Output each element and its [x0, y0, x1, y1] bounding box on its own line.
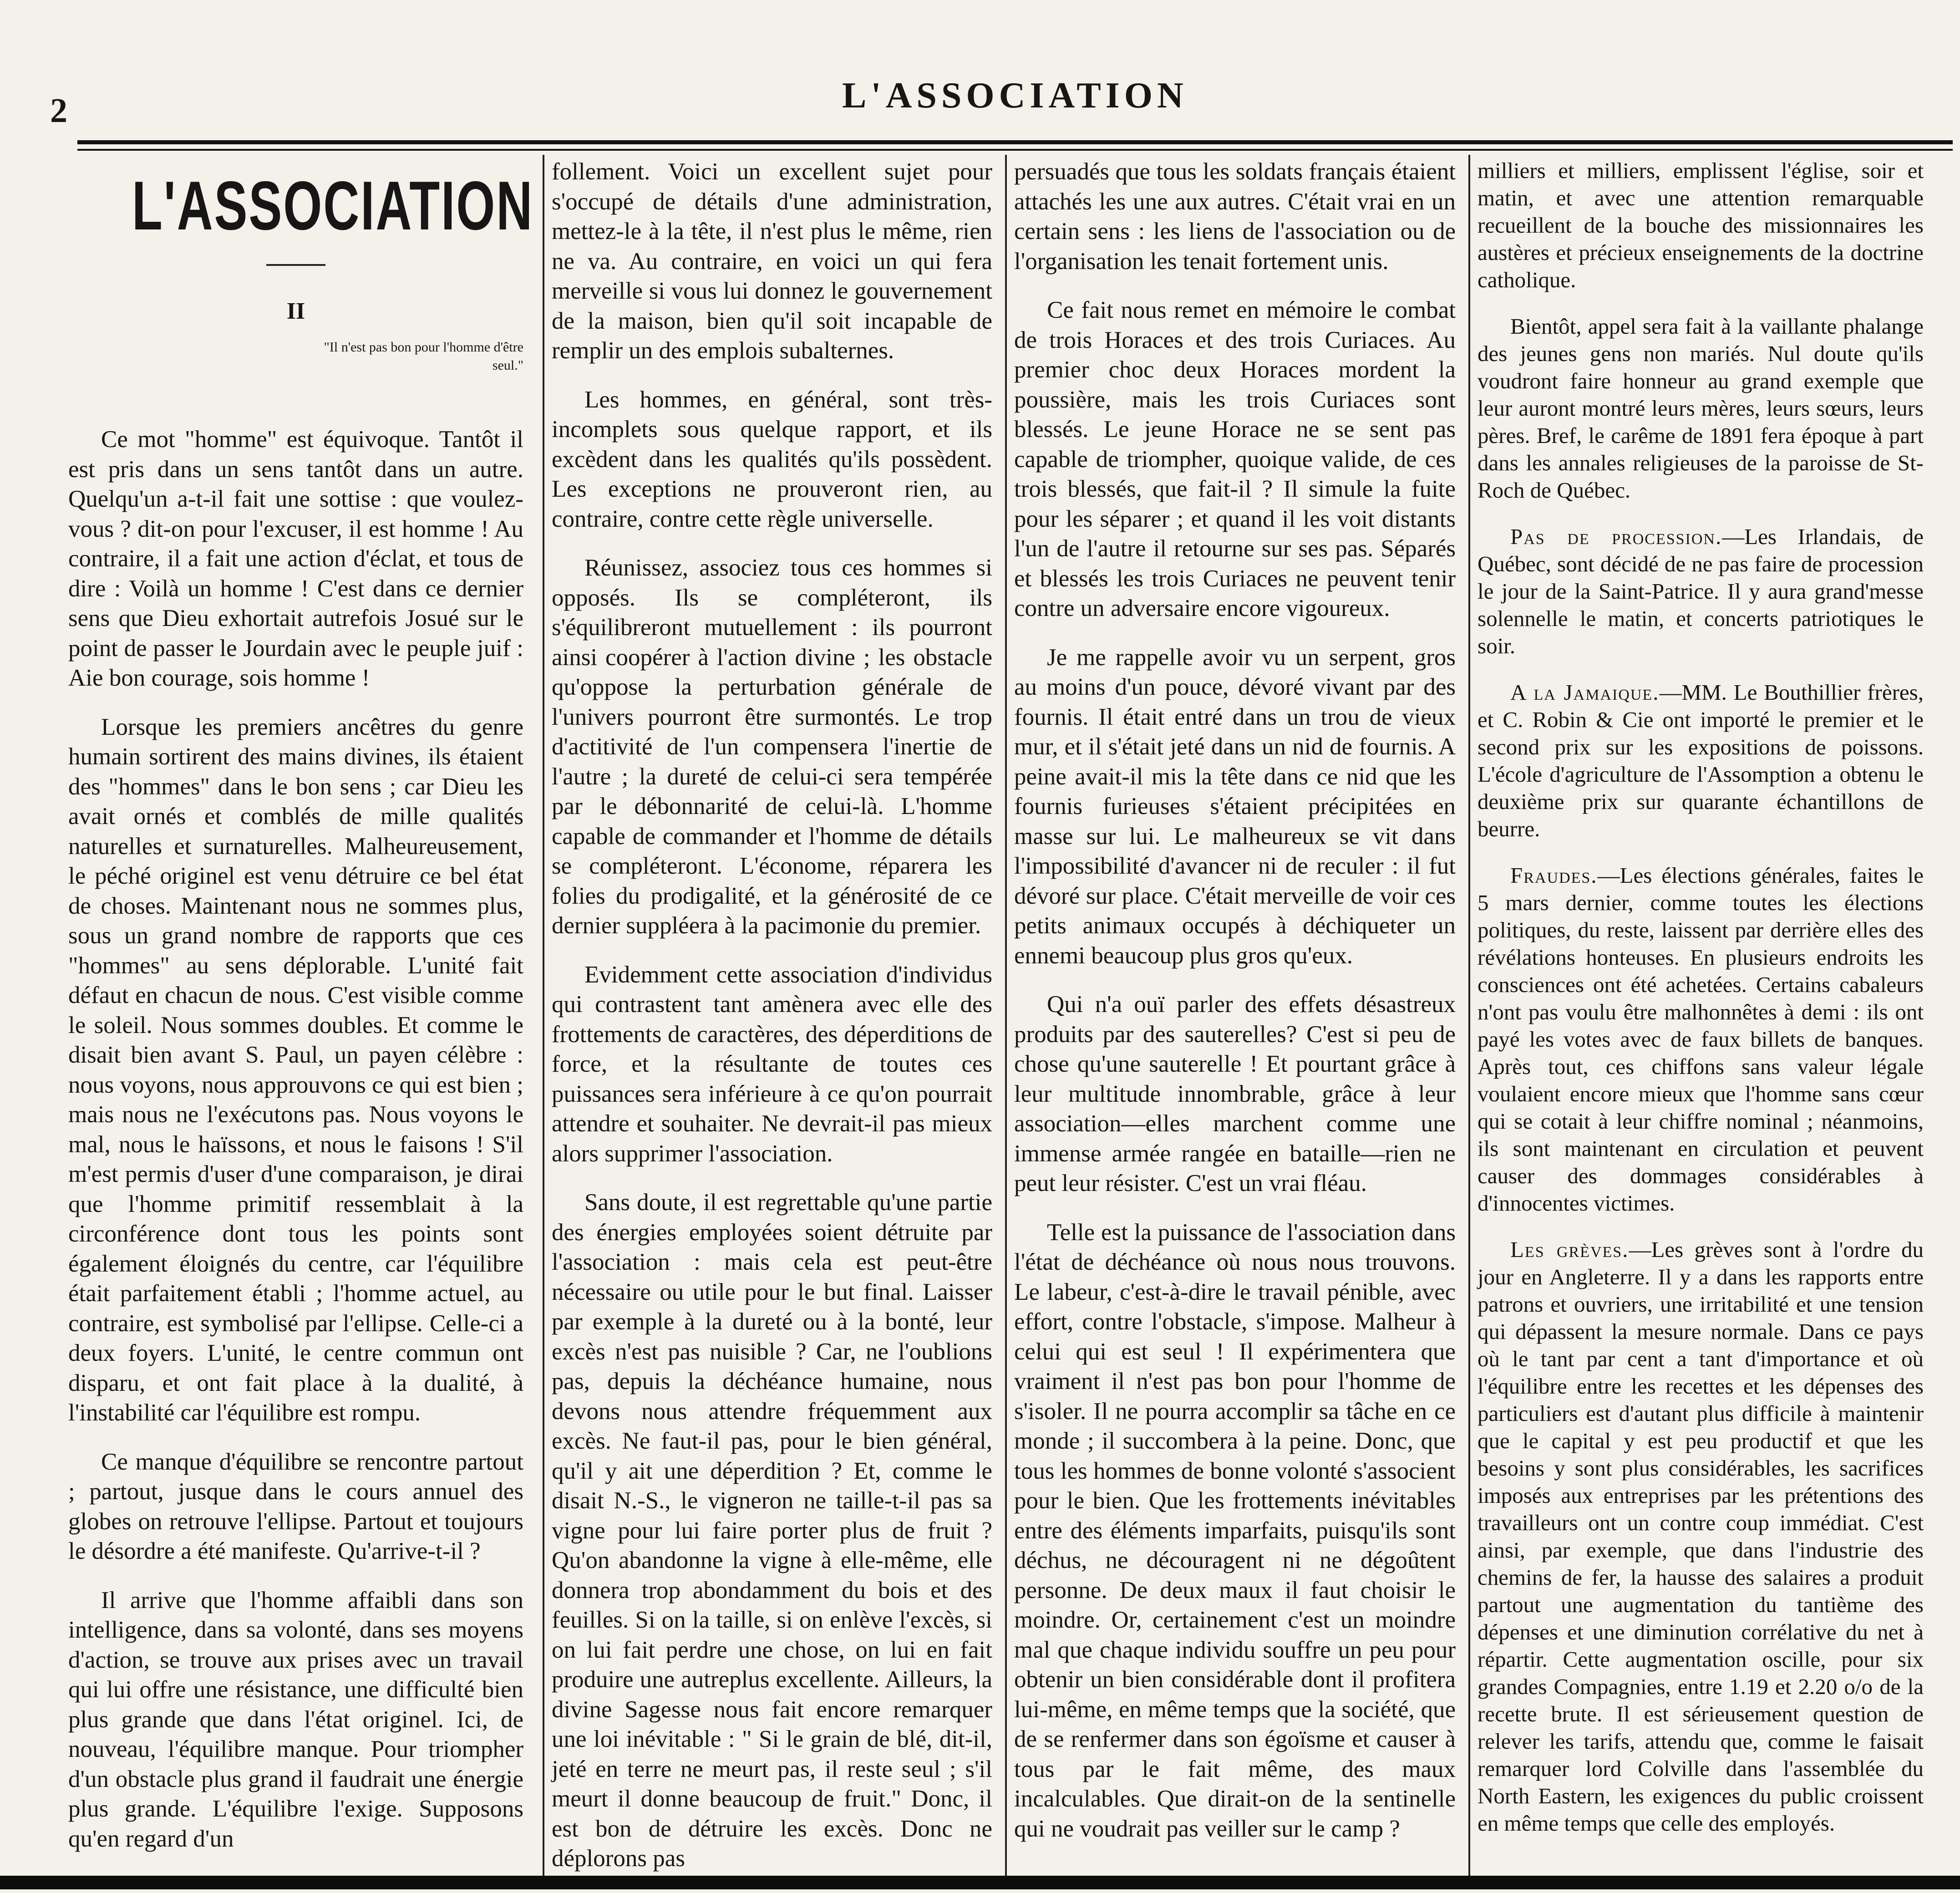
paragraph: Evidemment cette association d'individus qui contrastent tant amènera avec elle des frottements de caractères, des déperditions de force, et la résultante de toutes ces puissances sera inférieure à ce qu'on pourrait attendre et souhaiter. Ne devrait-il pas mieux alors supprimer l'association. — [552, 961, 992, 1167]
running-head: L'ASSOCIATION — [842, 76, 1188, 116]
news-item — [1478, 523, 1924, 660]
column-1 — [68, 157, 534, 1873]
paragraph: Il arrive que l'homme affaibli dans son intelligence, dans sa volonté, dans ses moyens d'action, se trouve aux prises avec un travail qui lui offre une résistance, une difficulté bien plus grande que dans l'état originel. Ici, de nouveau, l'équilibre manque. Pour triompher d'un obstacle plus grand il faudrait une énergie plus grande. L'équilibre l'exige. Supposons qu'en regard d'un — [68, 1587, 523, 1852]
news-item-text: —MM. Le Bouthillier frères, et C. Robin & Cie ont importé le premier et le second prix sur les expositions de poissons. L'école d'agriculture de l'Assomption a obtenu le deuxième prix sur quarante échantillons de beurre. — [1478, 680, 1924, 841]
paragraph: milliers et milliers, emplissent l'église, soir et matin, et avec une attention remarquable recueillent de la bouche des missionnaires les austères et précieux enseignements de la doctrine catholique. — [1478, 158, 1924, 292]
paragraph: Bientôt, appel sera fait à la vaillante phalange des jeunes gens non mariés. Nul doute qu'ils voudront faire honneur au grand exemple que leur auront montré leurs mères, leurs sœurs, leurs pères. Bref, le carême de 1891 fera époque à part dans les annales religieuses de la paroisse de St-Roch de Québec. — [1478, 314, 1924, 503]
paragraph: Qui n'a ouï parler des effets désastreux produits par des sauterelles? C'est si peu de chose qu'une sauterelle ! Et pourtant grâce à leur multitude innombrable, grâce à leur association—elles marchent comme une immense armée rangée en bataille—rien ne peut leur résister. C'est un vrai fléau. — [1014, 991, 1456, 1196]
news-item-heading: Les grèves. — [1510, 1237, 1629, 1262]
scan-bottom-edge — [0, 1876, 1960, 1889]
column-divider — [543, 155, 544, 1880]
paragraph: Telle est la puissance de l'association dans l'état de déchéance où nous nous trouvons. Le labeur, c'est-à-dire le travail pénible, avec effort, contre l'obstacle, s'impose. Malheur à celui qui est seul ! Il expérimentera que vraiment il n'est pas bon pour l'homme de s'isoler. Il ne pourra accomplir sa tâche en ce monde ; il succombera à la peine. Donc, que tous les hommes de bonne volonté s'associent pour le bien. Que les frottements inévitables entre des éléments imparfaits, puisqu'ils sont déchus, ne découragent ni ne dégoûtent personne. De deux maux il faut choisir le moindre. Or, certainement c'est un moindre mal que chaque individu souffre un peu pour obtenir un bien considérable dont il profitera lui-même, en même temps que la société, que de se renfermer dans son égoïsme et causer à tous par le fait même, des maux incalculables. Que dirait-on de la sentinelle qui ne voudrait pas veiller sur le camp ? — [1014, 1219, 1456, 1842]
paragraph: Réunissez, associez tous ces hommes si opposés. Ils se compléteront, ils s'équilibreront mutuellement : ils pourront ainsi coopérer à l'action divine ; les obstacle qu'oppose la perturbation générale de l'univers pourront être surmontés. Le trop d'actitivité de l'un compensera l'inertie de l'autre ; la dureté de celui-ci sera tempérée par le débonnarité de celui-là. L'homme capable de commander et l'homme de détails se compléteront. L'économe, réparera les folies du prodigalité, et la générosité de ce dernier suppléera à la pacimonie du premier. — [552, 555, 992, 939]
news-item-heading: A la Jamaique. — [1510, 680, 1660, 705]
paragraph: persuadés que tous les soldats français étaient attachés les une aux autres. C'était vrai en un certain sens : les liens de l'association ou de l'organisation les tenait fortement unis. — [1014, 158, 1456, 275]
paragraph: Lorsque les premiers ancêtres du genre humain sortirent des mains divines, ils étaient des "hommes" dans le bon sens ; car Dieu les avait ornés et comblés de mille qualités naturelles et surnaturelles. Malheureusement, le péché originel est venu détruire ce bel état de choses. Maintenant nous ne sommes plus, sous un grand nombre de rapports que ces "hommes" au sens déplorable. L'unité fait défaut en chacun de nous. C'est visible comme le soleil. Nous sommes doubles. Et comme le disait bien avant S. Paul, un payen célèbre : nous voyons, nous approuvons ce qui est bien ; mais nous ne l'exécutons pas. Nous voyons le mal, nous le haïssons, et nous le faisons ! S'il m'est permis d'user d'une comparaison, je dirai que l'homme primitif ressemblait à la circonférence dont tous les points sont également éloignés du centre, car l'équilibre était parfaitement établi ; l'homme actuel, au contraire, est symbolisé par l'ellipse. Celle-ci a deux foyers. L'unité, le centre commun ont disparu, et ont fait place à la dualité, à l'instabilité car l'équilibre est rompu. — [68, 713, 523, 1426]
paragraph: Ce manque d'équilibre se rencontre partout ; partout, jusque dans le cours annuel des globes on retrouve l'ellipse. Partout et toujours le désordre a été manifeste. Qu'arrive-t-il ? — [68, 1448, 523, 1564]
news-item — [1478, 1236, 1924, 1837]
masthead-rule — [266, 264, 325, 266]
news-item-text: —Les élections générales, faites le 5 mars dernier, comme toutes les élections politiques, du reste, laissent par derrière elles des révélations honteuses. En plusieurs endroits les consciences ont été achetées. Certains cabaleurs n'ont pas voulu être malhonnêtes à demi : ils ont payé les votes avec de faux billets de banques. Après tout, ces chiffons sans valeur légale voulaient encore mieux que l'homme sans cœur qui se cotait à leur chiffre nominal ; néanmoins, ils sont maintenant en circulation et peuvent causer des dommages considérables à d'innocentes victimes. — [1478, 863, 1924, 1216]
news-item — [1478, 862, 1924, 1217]
column-divider — [1005, 155, 1007, 1880]
header-rule — [77, 140, 1953, 144]
column-2 — [552, 157, 992, 1893]
paragraph: Ce fait nous remet en mémoire le combat de trois Horaces et des trois Curiaces. Au premier choc deux Horaces mordent la poussière, mais les trois Curiaces sont blessés. Le jeune Horace ne se sent pas capable de triompher, quoique valide, de ces trois blessés, que fait-il ? Il simule la fuite pour les séparer ; et quand il les voit distants l'un de l'autre il retourne sur ses pas. Séparés et blessés les trois Curiaces ne peuvent tenir contre un adversaire encore vigoureux. — [1014, 297, 1456, 621]
news-item-heading: Pas de procession. — [1510, 524, 1722, 549]
paragraph: Je me rappelle avoir vu un serpent, gros au moins d'un pouce, dévoré vivant par des fournis. Il était entré dans un trou de vieux mur, et il s'était jeté dans un nid de fournis. A peine avait-il mis la tête dans ce nid que les fournis furieuses s'étaient précipitées en masse sur lui. Le malheureux se vit dans l'impossibilité d'avancer ni de reculer : il fut dévoré sur place. C'était merveille de voir ces petits animaux occupés à déchiqueter un ennemi beaucoup plus gros qu'eux. — [1014, 644, 1456, 969]
column-4 — [1478, 157, 1924, 1856]
column-divider — [1468, 155, 1470, 1880]
header-rule-thin — [77, 149, 1953, 151]
page-number: 2 — [50, 92, 67, 130]
column-3 — [1014, 157, 1456, 1863]
news-item — [1478, 679, 1924, 843]
news-item-heading: Fraudes. — [1510, 863, 1598, 888]
paragraph: follement. Voici un excellent sujet pour s'occupé de détails d'une administration, mettez-le à la tête, il n'est plus le même, rien ne va. Au contraire, en voici un qui fera merveille si vous lui donnez le gouvernement de la maison, bien qu'il soit incapable de remplir un des emplois subalternes. — [552, 158, 992, 364]
article-masthead: L'ASSOCIATION — [132, 167, 534, 244]
paragraph: Les hommes, en général, sont très-incomplets sous quelque rapport, et ils excèdent dans les qualités qu'ils possèdent. Les exceptions ne prouveront rien, au contraire, contre cette règle universelle. — [552, 386, 992, 532]
article-part-number: II — [286, 298, 305, 324]
paragraph: Sans doute, il est regrettable qu'une partie des énergies employées soient détruite par l'association : mais cela est peut-être nécessaire ou utile pour le but final. Laisser par exemple à la dureté ou à la bonté, leur excès n'est pas nuisible ? Car, ne l'oublions pas, depuis la déchéance humaine, nous devons nous attendre fréquemment aux excès. Ne faut-il pas, pour le bien général, qu'il y ait une déperdition ? Et, comme le disait N.-S., le vigneron ne taille-t-il pas sa vigne pour lui faire porter plus de fruit ? Qu'on abandonne la vigne à elle-même, elle donnera trop abondamment du bois et des feuilles. Si on la taille, si on enlève l'excès, si on lui fait perdre une chose, on lui en fait produire une autreplus excellente. Ailleurs, la divine Sagesse nous fait encore remarquer une loi inévitable : " Si le grain de blé, dit-il, jeté en terre ne meurt pas, il reste seul ; s'il meurt il donne beaucoup de fruit." Donc, il est bon de détruire les excès. Donc ne déplorons pas — [552, 1189, 992, 1872]
news-item-text: —Les grèves sont à l'ordre du jour en Angleterre. Il y a dans les rapports entre patrons et ouvriers, une irritabilité et une tension qui dépassent la mesure normale. Dans ce pays où le tant par cent a tant d'importance et où l'équilibre entre les recettes et les dépenses des particuliers est d'autant plus difficile à maintenir que le capital y est peu productif et que les besoins y sont plus considérables, les sacrifices imposés aux entreprises par les prétentions des travailleurs ont un contre coup immédiat. C'est ainsi, par exemple, que dans l'industrie des chemins de fer, la hausse des salaires a produit partout une augmentation du tantième des dépenses et une diminution corrélative du net à répartir. Cette augmentation oscille, pour six grandes Compagnies, entre 1.19 et 2.20 o/o de la recette brute. Il est sérieusement question de relever les tarifs, attendu que, comme le faisait remarquer lord Colville dans l'assemblée du North Eastern, les exigences du public croissent en même temps que celle des employés. — [1478, 1237, 1924, 1836]
paragraph: Ce mot "homme" est équivoque. Tantôt il est pris dans un sens tantôt dans un autre. Quelqu'un a-t-il fait une sottise : que voulez-vous ? dit-on pour l'excuser, il est homme ! Au contraire, il a fait une action d'éclat, et tous de dire : Voilà un homme ! C'est dans ce dernier sens que Dieu exhortait autrefois Josué sur le point de passer le Jourdain avec le peuple juif : Aie bon courage, sois homme ! — [68, 426, 523, 691]
epigraph: "Il n'est pas bon pour l'homme d'être seul." — [324, 340, 523, 373]
news-item-text: —Les Irlandais, de Québec, sont décidé de ne pas faire de procession le jour de la Saint-Patrice. Il y aura grand'messe solennelle le matin, et concerts patriotiques le soir. — [1478, 524, 1924, 658]
